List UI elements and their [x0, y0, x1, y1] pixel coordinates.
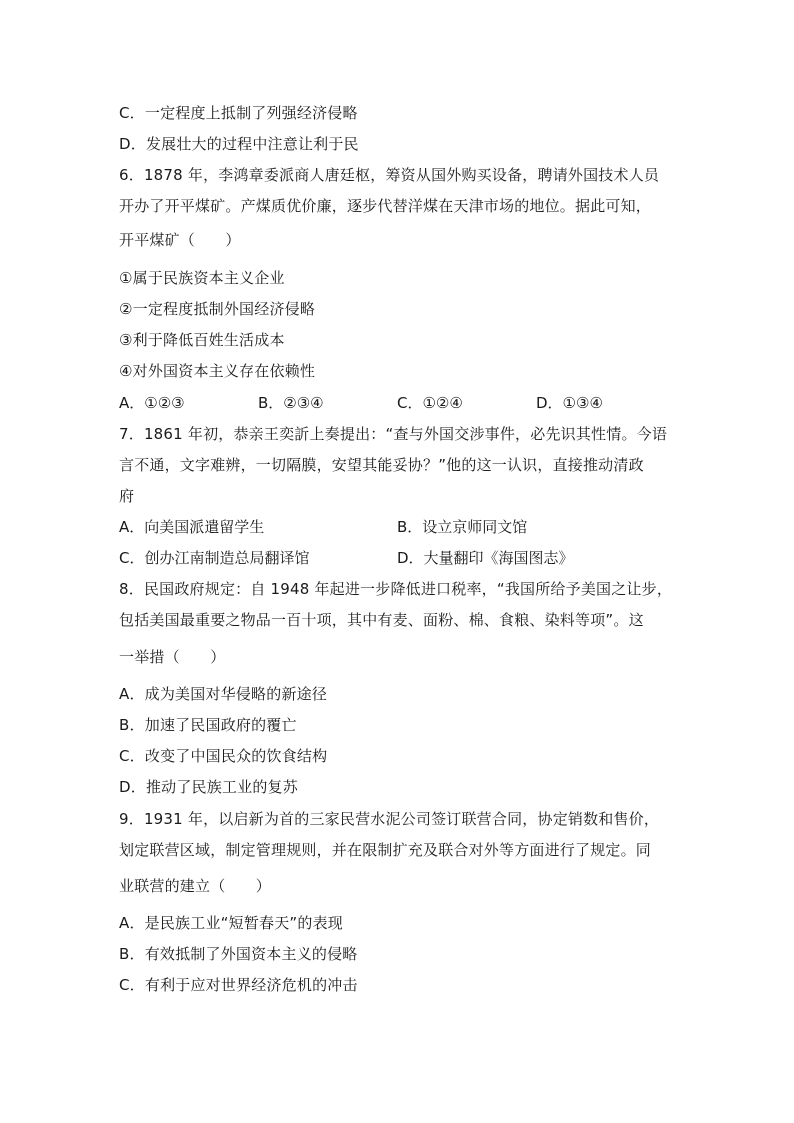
q6-option-c: C．①②④: [397, 394, 463, 412]
q6-options-row: [119, 392, 679, 414]
q6-item-2: ②一定程度抵制外国经济侵略: [119, 300, 316, 318]
q7-options-row-2: [119, 547, 679, 569]
q7-option-c: C．创办江南制造总局翻译馆: [119, 549, 310, 567]
q6-stem-line-3: 开平煤矿（ ）: [119, 231, 241, 249]
q8-option-b: B．加速了民国政府的覆亡: [119, 716, 297, 734]
q6-stem-line-1: 6．1878 年，李鸿章委派商人唐廷枢，筹资从国外购买设备，聘请外国技术人员: [119, 166, 660, 184]
q8-stem-line-2: 包括美国最重要之物品一百十项，其中有麦、面粉、棉、食粮、染料等项”。这: [119, 611, 644, 629]
q9-option-b: B．有效抵制了外国资本主义的侵略: [119, 945, 358, 963]
q8-option-c: C．改变了中国民众的饮食结构: [119, 747, 328, 765]
q9-option-c: C．有利于应对世界经济危机的冲击: [119, 976, 358, 994]
q6-item-4: ④对外国资本主义存在依赖性: [119, 362, 316, 380]
q9-stem-line-3: 业联营的建立（ ）: [119, 877, 272, 895]
q8-option-d: D．推动了民族工业的复苏: [119, 778, 298, 796]
q7-stem-line-1: 7．1861 年初，恭亲王奕訢上奏提出：“查与外国交涉事件，必先识其性情。今语: [119, 425, 668, 443]
q6-option-a: A．①②③: [119, 394, 185, 412]
q8-stem-line-3: 一举措（ ）: [119, 648, 226, 666]
q5-option-d: D．发展壮大的过程中注意让利于民: [119, 135, 359, 153]
q9-option-a: A．是民族工业“短暂春天”的表现: [119, 914, 344, 932]
q7-option-b: B．设立京师同文馆: [397, 518, 528, 536]
q7-stem-line-3: 府: [119, 487, 135, 505]
q7-option-d: D．大量翻印《海国图志》: [397, 549, 574, 567]
q9-stem-line-2: 划定联营区域，制定管理规则，并在限制扩充及联合对外等方面进行了规定。同: [119, 841, 652, 859]
q5-option-c: C．一定程度上抵制了列强经济侵略: [119, 104, 358, 122]
q8-stem-line-1: 8．民国政府规定：自 1948 年起进一步降低进口税率，“我国所给予美国之让步，: [119, 580, 673, 598]
q8-option-a: A．成为美国对华侵略的新途径: [119, 685, 328, 703]
q6-item-1: ①属于民族资本主义企业: [119, 269, 285, 287]
q7-stem-line-2: 言不通，文字难辨，一切隔膜，安望其能妥协？”他的这一认识，直接推动清政: [119, 456, 644, 474]
q7-options-row-1: [119, 516, 679, 538]
q6-option-d: D．①③④: [536, 394, 603, 412]
q7-option-a: A．向美国派遣留学生: [119, 518, 265, 536]
q6-option-b: B．②③④: [258, 394, 324, 412]
q6-item-3: ③利于降低百姓生活成本: [119, 331, 285, 349]
q6-stem-line-2: 开办了开平煤矿。产煤质优价廉，逐步代替洋煤在天津市场的地位。据此可知，: [119, 197, 652, 215]
q9-stem-line-1: 9．1931 年，以启新为首的三家民营水泥公司签订联营合同，协定销数和售价，: [119, 810, 660, 828]
